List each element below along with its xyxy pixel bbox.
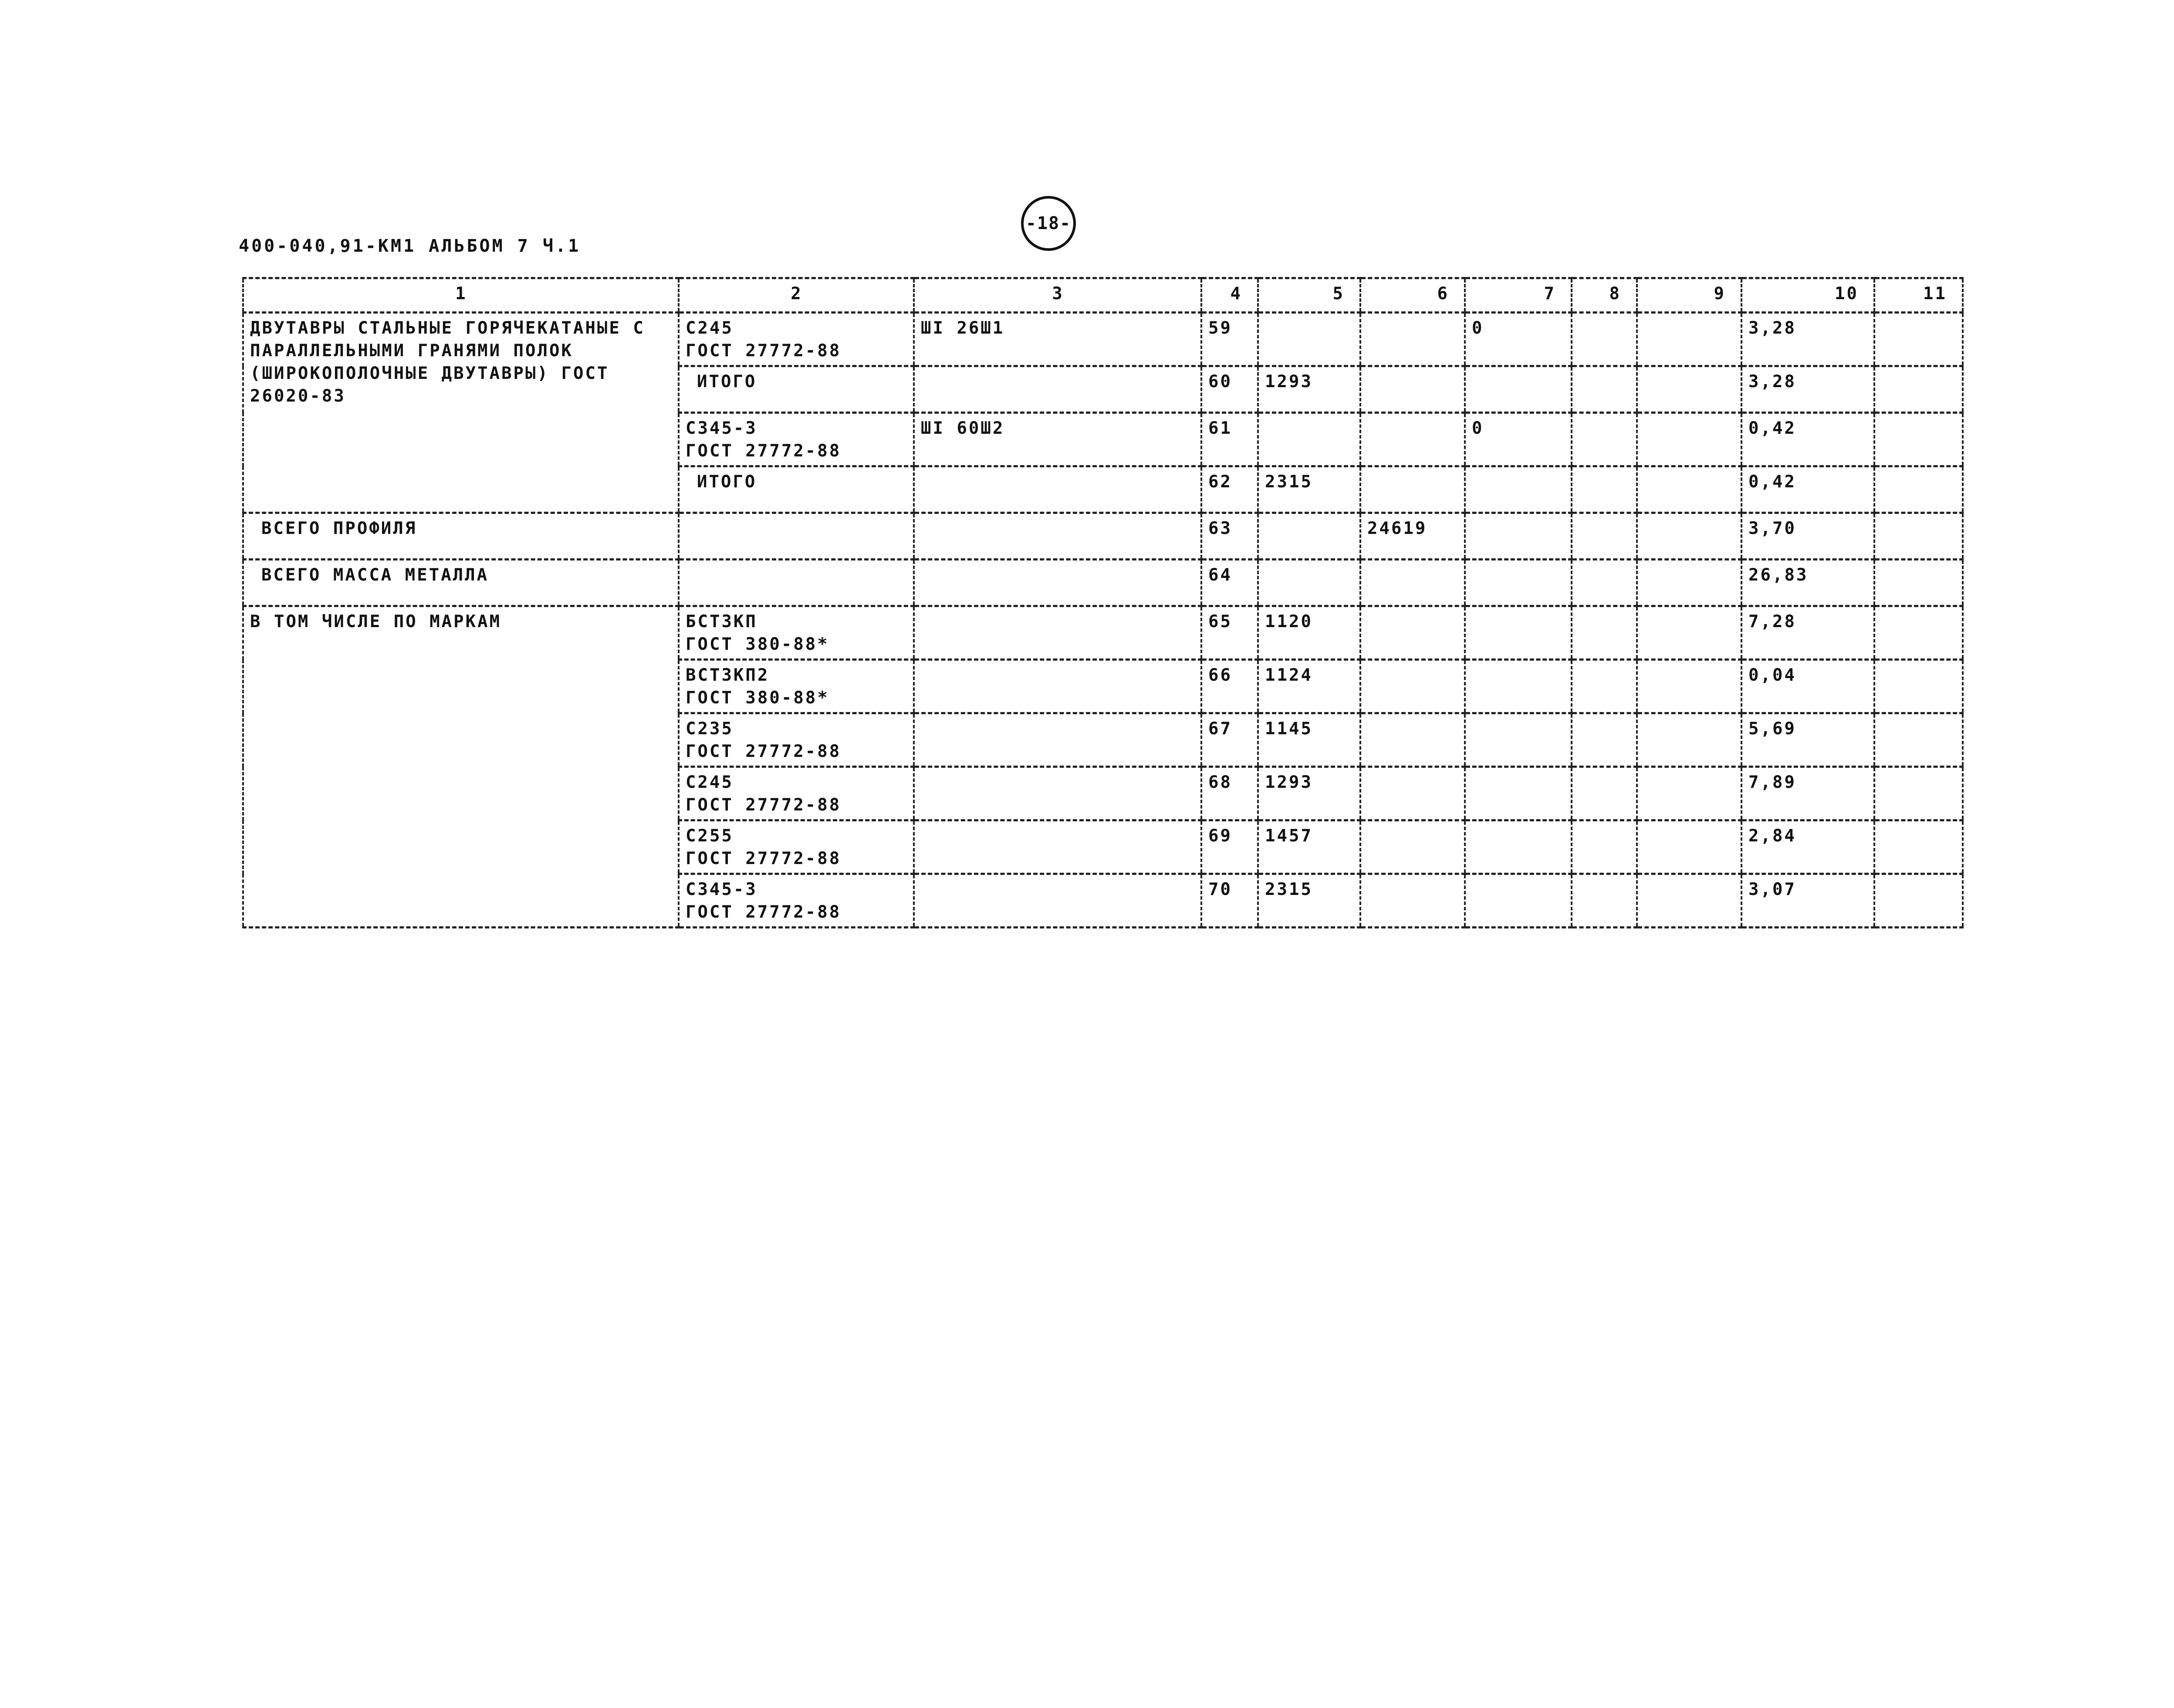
value-cell-n: 60 xyxy=(1201,366,1258,413)
value-cell-c7: 0 xyxy=(1465,413,1572,466)
value-cell-n: 66 xyxy=(1201,660,1258,713)
value-cell-c11 xyxy=(1874,606,1963,660)
total-name: ВСЕГО МАССА МЕТАЛЛА xyxy=(243,560,679,606)
profile-cell xyxy=(914,820,1201,874)
value-cell-c6 xyxy=(1360,413,1465,466)
value-cell-c9 xyxy=(1637,713,1741,767)
value-cell-c9 xyxy=(1637,660,1741,713)
value-cell-code xyxy=(1258,513,1360,560)
col-header-10: 10 xyxy=(1741,278,1874,313)
profile-cell: ШI 60Ш2 xyxy=(914,413,1201,466)
total-row xyxy=(243,513,1963,560)
steel-grade-cell: ВСТ3КП2 ГОСТ 380-88* xyxy=(679,660,914,713)
value-cell-c7 xyxy=(1465,713,1572,767)
value-cell-mass: 3,28 xyxy=(1741,366,1874,413)
col-header-6: 6 xyxy=(1360,278,1465,313)
page-number-badge: -18- xyxy=(1021,196,1076,251)
value-cell-c9 xyxy=(1637,820,1741,874)
profile-cell xyxy=(914,660,1201,713)
table-row xyxy=(243,313,1963,366)
value-cell-c6 xyxy=(1360,313,1465,366)
value-cell-c11 xyxy=(1874,713,1963,767)
value-cell-c11 xyxy=(1874,366,1963,413)
value-cell-code: 1293 xyxy=(1258,767,1360,820)
value-cell-c7 xyxy=(1465,366,1572,413)
value-cell-c11 xyxy=(1874,874,1963,928)
value-cell-n: 68 xyxy=(1201,767,1258,820)
steel-grade-cell: ИТОГО xyxy=(679,366,914,413)
steel-grade-cell: С245 ГОСТ 27772-88 xyxy=(679,767,914,820)
profile-cell xyxy=(914,874,1201,928)
col-header-3: 3 xyxy=(914,278,1201,313)
value-cell-c8 xyxy=(1572,767,1637,820)
col-header-9: 9 xyxy=(1637,278,1741,313)
steel-grade-cell: С235 ГОСТ 27772-88 xyxy=(679,713,914,767)
specification-table xyxy=(242,277,1964,928)
profile-cell xyxy=(914,767,1201,820)
value-cell-c11 xyxy=(1874,660,1963,713)
col-header-7: 7 xyxy=(1465,278,1572,313)
value-cell-c9 xyxy=(1637,413,1741,466)
value-cell-c6 xyxy=(1360,606,1465,660)
value-cell-mass: 5,69 xyxy=(1741,713,1874,767)
value-cell-c7 xyxy=(1465,820,1572,874)
value-cell-c9 xyxy=(1637,606,1741,660)
value-cell-code xyxy=(1258,413,1360,466)
value-cell-c8 xyxy=(1572,513,1637,560)
value-cell-c6 xyxy=(1360,767,1465,820)
value-cell-n: 65 xyxy=(1201,606,1258,660)
steel-grade-cell: С345-3 ГОСТ 27772-88 xyxy=(679,874,914,928)
value-cell-c8 xyxy=(1572,560,1637,606)
value-cell-mass: 2,84 xyxy=(1741,820,1874,874)
value-cell-c9 xyxy=(1637,466,1741,513)
value-cell-c7 xyxy=(1465,466,1572,513)
steel-grade-cell: С245 ГОСТ 27772-88 xyxy=(679,313,914,366)
value-cell-n: 67 xyxy=(1201,713,1258,767)
value-cell-c8 xyxy=(1572,366,1637,413)
profile-cell: ШI 26Ш1 xyxy=(914,313,1201,366)
value-cell-mass: 7,28 xyxy=(1741,606,1874,660)
value-cell-code: 2315 xyxy=(1258,466,1360,513)
value-cell-mass: 3,28 xyxy=(1741,313,1874,366)
value-cell-code: 1120 xyxy=(1258,606,1360,660)
value-cell-c6 xyxy=(1360,820,1465,874)
value-cell-c7 xyxy=(1465,767,1572,820)
value-cell-code: 1124 xyxy=(1258,660,1360,713)
col-header-11: 11 xyxy=(1874,278,1963,313)
table-row xyxy=(243,606,1963,660)
value-cell-c11 xyxy=(1874,466,1963,513)
value-cell-n: 63 xyxy=(1201,513,1258,560)
col-header-2: 2 xyxy=(679,278,914,313)
value-cell-n: 69 xyxy=(1201,820,1258,874)
steel-grade-cell: С345-3 ГОСТ 27772-88 xyxy=(679,413,914,466)
value-cell-n: 62 xyxy=(1201,466,1258,513)
steel-grade-cell: БСТ3КП ГОСТ 380-88* xyxy=(679,606,914,660)
profile-cell xyxy=(914,560,1201,606)
value-cell-code xyxy=(1258,313,1360,366)
steel-grade-cell xyxy=(679,513,914,560)
value-cell-n: 59 xyxy=(1201,313,1258,366)
value-cell-c11 xyxy=(1874,560,1963,606)
value-cell-n: 64 xyxy=(1201,560,1258,606)
profile-cell xyxy=(914,513,1201,560)
value-cell-c7 xyxy=(1465,560,1572,606)
value-cell-mass: 7,89 xyxy=(1741,767,1874,820)
group-name: В ТОМ ЧИСЛЕ ПО МАРКАМ xyxy=(243,606,679,928)
value-cell-c9 xyxy=(1637,513,1741,560)
value-cell-c8 xyxy=(1572,413,1637,466)
value-cell-c11 xyxy=(1874,513,1963,560)
value-cell-code: 2315 xyxy=(1258,874,1360,928)
value-cell-mass: 0,42 xyxy=(1741,466,1874,513)
value-cell-code xyxy=(1258,560,1360,606)
sheet-code: 400-040,91-КМ1 АЛЬБОМ 7 Ч.1 xyxy=(239,236,581,256)
value-cell-c7: 0 xyxy=(1465,313,1572,366)
value-cell-c7 xyxy=(1465,606,1572,660)
value-cell-n: 70 xyxy=(1201,874,1258,928)
value-cell-mass: 3,70 xyxy=(1741,513,1874,560)
value-cell-c7 xyxy=(1465,660,1572,713)
value-cell-c9 xyxy=(1637,560,1741,606)
col-header-4: 4 xyxy=(1201,278,1258,313)
value-cell-c6 xyxy=(1360,660,1465,713)
value-cell-c8 xyxy=(1572,660,1637,713)
value-cell-mass: 0,42 xyxy=(1741,413,1874,466)
value-cell-code: 1145 xyxy=(1258,713,1360,767)
col-header-8: 8 xyxy=(1572,278,1637,313)
value-cell-c6 xyxy=(1360,560,1465,606)
value-cell-code: 1457 xyxy=(1258,820,1360,874)
value-cell-c6 xyxy=(1360,874,1465,928)
value-cell-c8 xyxy=(1572,466,1637,513)
value-cell-c8 xyxy=(1572,713,1637,767)
value-cell-c9 xyxy=(1637,313,1741,366)
value-cell-c8 xyxy=(1572,313,1637,366)
col-header-5: 5 xyxy=(1258,278,1360,313)
value-cell-c11 xyxy=(1874,820,1963,874)
value-cell-c6 xyxy=(1360,466,1465,513)
value-cell-c6 xyxy=(1360,366,1465,413)
value-cell-code: 1293 xyxy=(1258,366,1360,413)
col-header-1: 1 xyxy=(243,278,679,313)
value-cell-c6: 24619 xyxy=(1360,513,1465,560)
value-cell-c9 xyxy=(1637,366,1741,413)
value-cell-c7 xyxy=(1465,513,1572,560)
value-cell-mass: 0,04 xyxy=(1741,660,1874,713)
profile-cell xyxy=(914,713,1201,767)
profile-cell xyxy=(914,606,1201,660)
value-cell-c8 xyxy=(1572,606,1637,660)
value-cell-c11 xyxy=(1874,313,1963,366)
steel-grade-cell: С255 ГОСТ 27772-88 xyxy=(679,820,914,874)
value-cell-mass: 3,07 xyxy=(1741,874,1874,928)
group-name: ДВУТАВРЫ СТАЛЬНЫЕ ГОРЯЧЕКАТАНЫЕ С ПАРАЛЛЕЛЬНЫМИ ГРАНЯМИ ПОЛОК (ШИРОКОПОЛОЧНЫЕ ДВУТАВРЫ) ГОСТ 26020-83 xyxy=(243,313,679,513)
value-cell-c8 xyxy=(1572,874,1637,928)
steel-grade-cell xyxy=(679,560,914,606)
value-cell-c9 xyxy=(1637,874,1741,928)
value-cell-mass: 26,83 xyxy=(1741,560,1874,606)
value-cell-c7 xyxy=(1465,874,1572,928)
profile-cell xyxy=(914,466,1201,513)
value-cell-c11 xyxy=(1874,767,1963,820)
value-cell-c8 xyxy=(1572,820,1637,874)
total-row xyxy=(243,560,1963,606)
value-cell-n: 61 xyxy=(1201,413,1258,466)
column-header-row xyxy=(243,278,1963,313)
value-cell-c9 xyxy=(1637,767,1741,820)
total-name: ВСЕГО ПРОФИЛЯ xyxy=(243,513,679,560)
steel-grade-cell: ИТОГО xyxy=(679,466,914,513)
profile-cell xyxy=(914,366,1201,413)
value-cell-c11 xyxy=(1874,413,1963,466)
value-cell-c6 xyxy=(1360,713,1465,767)
